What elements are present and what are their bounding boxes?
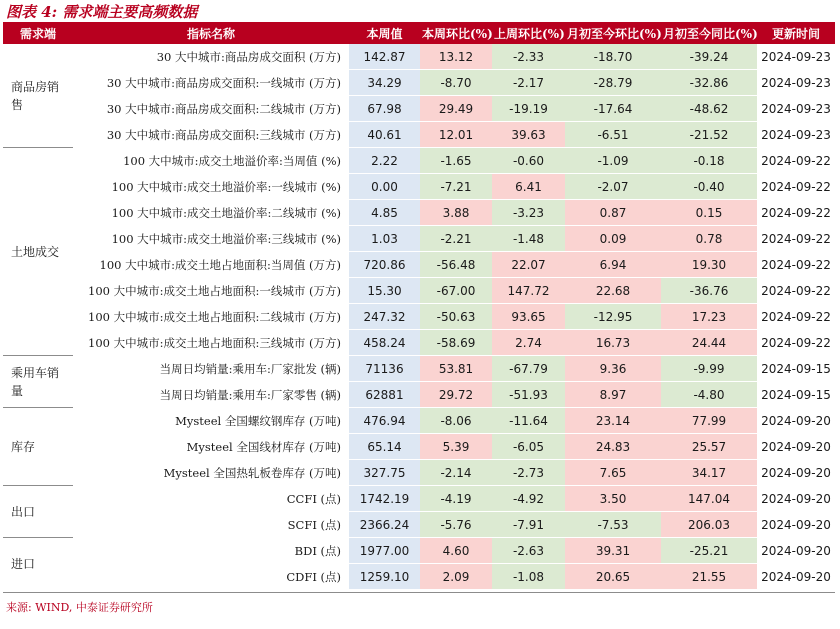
current-value-cell: 34.29 [349, 70, 420, 96]
table-row [3, 148, 835, 174]
wow-cell: 3.88 [420, 200, 492, 226]
indicator-name-cell: Mysteel 全国线材库存 (万吨) [73, 434, 349, 460]
mtd-mom-cell: -7.53 [565, 512, 661, 538]
update-date-cell: 2024-09-20 [757, 538, 835, 564]
current-value-cell: 0.00 [349, 174, 420, 200]
indicator-name-cell: 100 大中城市:成交土地占地面积:三线城市 (万方) [73, 330, 349, 356]
table-row [3, 408, 835, 434]
mtd-mom-cell: 0.09 [565, 226, 661, 252]
mtd-yoy-cell: 34.17 [661, 460, 757, 486]
header-value: 本周值 [349, 22, 420, 44]
wow-cell: 5.39 [420, 434, 492, 460]
current-value-cell: 1742.19 [349, 486, 420, 512]
indicator-name-cell: 30 大中城市:商品房成交面积:三线城市 (万方) [73, 122, 349, 148]
mtd-mom-cell: -6.51 [565, 122, 661, 148]
indicator-name-cell: 100 大中城市:成交土地占地面积:当周值 (万方) [73, 252, 349, 278]
mtd-yoy-cell: 0.15 [661, 200, 757, 226]
mtd-yoy-cell: 147.04 [661, 486, 757, 512]
update-date-cell: 2024-09-20 [757, 408, 835, 434]
wow-cell: 4.60 [420, 538, 492, 564]
mtd-mom-cell: -18.70 [565, 44, 661, 70]
update-date-cell: 2024-09-20 [757, 512, 835, 538]
table-row [3, 538, 835, 564]
prev-wow-cell: 93.65 [492, 304, 565, 330]
mtd-mom-cell: 39.31 [565, 538, 661, 564]
mtd-mom-cell: 9.36 [565, 356, 661, 382]
indicator-name-cell: 30 大中城市:商品房成交面积:一线城市 (万方) [73, 70, 349, 96]
update-date-cell: 2024-09-22 [757, 200, 835, 226]
indicator-name-cell: 100 大中城市:成交土地溢价率:一线城市 (%) [73, 174, 349, 200]
mtd-mom-cell: 0.87 [565, 200, 661, 226]
table-row [3, 356, 835, 382]
indicator-name-cell: 当周日均销量:乘用车:厂家批发 (辆) [73, 356, 349, 382]
prev-wow-cell: 22.07 [492, 252, 565, 278]
header-wow: 本周环比(%) [420, 22, 492, 44]
current-value-cell: 65.14 [349, 434, 420, 460]
current-value-cell: 2.22 [349, 148, 420, 174]
wow-cell: -50.63 [420, 304, 492, 330]
header-date: 更新时间 [757, 22, 835, 44]
mtd-mom-cell: 22.68 [565, 278, 661, 304]
wow-cell: -8.70 [420, 70, 492, 96]
mtd-yoy-cell: 0.78 [661, 226, 757, 252]
table-bottom-rule [3, 592, 835, 593]
current-value-cell: 1.03 [349, 226, 420, 252]
update-date-cell: 2024-09-22 [757, 278, 835, 304]
mtd-mom-cell: -2.07 [565, 174, 661, 200]
prev-wow-cell: 147.72 [492, 278, 565, 304]
wow-cell: -58.69 [420, 330, 492, 356]
indicator-name-cell: CCFI (点) [73, 486, 349, 512]
wow-cell: 29.72 [420, 382, 492, 408]
update-date-cell: 2024-09-15 [757, 356, 835, 382]
current-value-cell: 67.98 [349, 96, 420, 122]
current-value-cell: 2366.24 [349, 512, 420, 538]
mtd-mom-cell: -17.64 [565, 96, 661, 122]
indicator-name-cell: 100 大中城市:成交土地占地面积:二线城市 (万方) [73, 304, 349, 330]
mtd-yoy-cell: 17.23 [661, 304, 757, 330]
mtd-yoy-cell: -4.80 [661, 382, 757, 408]
update-date-cell: 2024-09-23 [757, 96, 835, 122]
prev-wow-cell: -1.48 [492, 226, 565, 252]
mtd-yoy-cell: -25.21 [661, 538, 757, 564]
table-row [3, 434, 835, 460]
current-value-cell: 142.87 [349, 44, 420, 70]
indicator-name-cell: CDFI (点) [73, 564, 349, 590]
mtd-yoy-cell: -32.86 [661, 70, 757, 96]
current-value-cell: 71136 [349, 356, 420, 382]
header-row [3, 22, 835, 44]
figure-title: 图表 4: 需求端主要高频数据 [6, 3, 198, 21]
prev-wow-cell: -0.60 [492, 148, 565, 174]
update-date-cell: 2024-09-22 [757, 252, 835, 278]
indicator-name-cell: 100 大中城市:成交土地溢价率:当周值 (%) [73, 148, 349, 174]
table-row [3, 226, 835, 252]
category-cell: 乘用车销量 [3, 356, 73, 408]
mtd-yoy-cell: 21.55 [661, 564, 757, 590]
wow-cell: 13.12 [420, 44, 492, 70]
wow-cell: -1.65 [420, 148, 492, 174]
current-value-cell: 458.24 [349, 330, 420, 356]
wow-cell: -7.21 [420, 174, 492, 200]
current-value-cell: 247.32 [349, 304, 420, 330]
wow-cell: 12.01 [420, 122, 492, 148]
indicator-name-cell: 当周日均销量:乘用车:厂家零售 (辆) [73, 382, 349, 408]
mtd-yoy-cell: 206.03 [661, 512, 757, 538]
mtd-yoy-cell: -0.40 [661, 174, 757, 200]
prev-wow-cell: -67.79 [492, 356, 565, 382]
prev-wow-cell: -19.19 [492, 96, 565, 122]
prev-wow-cell: -2.33 [492, 44, 565, 70]
indicator-name-cell: 100 大中城市:成交土地溢价率:三线城市 (%) [73, 226, 349, 252]
header-mtd-mom: 月初至今环比(%) [565, 22, 661, 44]
header-prev-wow: 上周环比(%) [492, 22, 565, 44]
mtd-mom-cell: 6.94 [565, 252, 661, 278]
wow-cell: -67.00 [420, 278, 492, 304]
category-cell: 土地成交 [3, 148, 73, 356]
prev-wow-cell: 2.74 [492, 330, 565, 356]
wow-cell: -2.14 [420, 460, 492, 486]
mtd-yoy-cell: 19.30 [661, 252, 757, 278]
update-date-cell: 2024-09-20 [757, 460, 835, 486]
wow-cell: -2.21 [420, 226, 492, 252]
table-row [3, 460, 835, 486]
mtd-mom-cell: -28.79 [565, 70, 661, 96]
mtd-mom-cell: 24.83 [565, 434, 661, 460]
mtd-mom-cell: -12.95 [565, 304, 661, 330]
indicator-name-cell: 100 大中城市:成交土地溢价率:二线城市 (%) [73, 200, 349, 226]
update-date-cell: 2024-09-22 [757, 174, 835, 200]
current-value-cell: 476.94 [349, 408, 420, 434]
mtd-mom-cell: 8.97 [565, 382, 661, 408]
wow-cell: -4.19 [420, 486, 492, 512]
indicator-name-cell: BDI (点) [73, 538, 349, 564]
mtd-yoy-cell: -21.52 [661, 122, 757, 148]
update-date-cell: 2024-09-20 [757, 486, 835, 512]
table-row [3, 252, 835, 278]
table-row [3, 512, 835, 538]
current-value-cell: 15.30 [349, 278, 420, 304]
current-value-cell: 327.75 [349, 460, 420, 486]
table-row [3, 44, 835, 70]
table-row [3, 174, 835, 200]
current-value-cell: 40.61 [349, 122, 420, 148]
prev-wow-cell: 6.41 [492, 174, 565, 200]
wow-cell: 53.81 [420, 356, 492, 382]
header-category: 需求端 [3, 22, 73, 44]
category-cell: 进口 [3, 538, 73, 590]
table-row [3, 564, 835, 590]
prev-wow-cell: -6.05 [492, 434, 565, 460]
wow-cell: -56.48 [420, 252, 492, 278]
mtd-yoy-cell: -36.76 [661, 278, 757, 304]
update-date-cell: 2024-09-22 [757, 226, 835, 252]
indicator-name-cell: 30 大中城市:商品房成交面积:二线城市 (万方) [73, 96, 349, 122]
header-mtd-yoy: 月初至今同比(%) [661, 22, 757, 44]
mtd-yoy-cell: 25.57 [661, 434, 757, 460]
prev-wow-cell: 39.63 [492, 122, 565, 148]
prev-wow-cell: -4.92 [492, 486, 565, 512]
table-row [3, 70, 835, 96]
prev-wow-cell: -3.23 [492, 200, 565, 226]
update-date-cell: 2024-09-23 [757, 44, 835, 70]
update-date-cell: 2024-09-22 [757, 330, 835, 356]
source-note: 来源: WIND, 中泰证券研究所 [6, 601, 153, 614]
table-row [3, 200, 835, 226]
table-header [3, 22, 835, 44]
header-indicator: 指标名称 [73, 22, 349, 44]
prev-wow-cell: -1.08 [492, 564, 565, 590]
wow-cell: -8.06 [420, 408, 492, 434]
indicator-name-cell: Mysteel 全国热轧板卷库存 (万吨) [73, 460, 349, 486]
table-row [3, 96, 835, 122]
prev-wow-cell: -2.73 [492, 460, 565, 486]
demand-data-table [3, 22, 835, 590]
table-body [3, 44, 835, 590]
wow-cell: -5.76 [420, 512, 492, 538]
wow-cell: 2.09 [420, 564, 492, 590]
update-date-cell: 2024-09-20 [757, 434, 835, 460]
mtd-yoy-cell: -0.18 [661, 148, 757, 174]
mtd-yoy-cell: 24.44 [661, 330, 757, 356]
prev-wow-cell: -7.91 [492, 512, 565, 538]
wow-cell: 29.49 [420, 96, 492, 122]
indicator-name-cell: 30 大中城市:商品房成交面积 (万方) [73, 44, 349, 70]
prev-wow-cell: -2.63 [492, 538, 565, 564]
table-row [3, 486, 835, 512]
current-value-cell: 4.85 [349, 200, 420, 226]
category-cell: 库存 [3, 408, 73, 486]
indicator-name-cell: 100 大中城市:成交土地占地面积:一线城市 (万方) [73, 278, 349, 304]
prev-wow-cell: -51.93 [492, 382, 565, 408]
update-date-cell: 2024-09-23 [757, 122, 835, 148]
mtd-yoy-cell: -48.62 [661, 96, 757, 122]
mtd-mom-cell: 20.65 [565, 564, 661, 590]
prev-wow-cell: -2.17 [492, 70, 565, 96]
current-value-cell: 720.86 [349, 252, 420, 278]
table-row [3, 330, 835, 356]
category-cell: 出口 [3, 486, 73, 538]
mtd-yoy-cell: -39.24 [661, 44, 757, 70]
mtd-mom-cell: 23.14 [565, 408, 661, 434]
update-date-cell: 2024-09-15 [757, 382, 835, 408]
table-row [3, 304, 835, 330]
mtd-mom-cell: -1.09 [565, 148, 661, 174]
prev-wow-cell: -11.64 [492, 408, 565, 434]
update-date-cell: 2024-09-22 [757, 304, 835, 330]
mtd-yoy-cell: -9.99 [661, 356, 757, 382]
indicator-name-cell: SCFI (点) [73, 512, 349, 538]
update-date-cell: 2024-09-23 [757, 70, 835, 96]
table-row [3, 382, 835, 408]
current-value-cell: 1977.00 [349, 538, 420, 564]
mtd-yoy-cell: 77.99 [661, 408, 757, 434]
table-row [3, 278, 835, 304]
mtd-mom-cell: 7.65 [565, 460, 661, 486]
indicator-name-cell: Mysteel 全国螺纹钢库存 (万吨) [73, 408, 349, 434]
table-row [3, 122, 835, 148]
update-date-cell: 2024-09-22 [757, 148, 835, 174]
mtd-mom-cell: 3.50 [565, 486, 661, 512]
update-date-cell: 2024-09-20 [757, 564, 835, 590]
category-cell: 商品房销售 [11, 79, 60, 112]
current-value-cell: 62881 [349, 382, 420, 408]
current-value-cell: 1259.10 [349, 564, 420, 590]
mtd-mom-cell: 16.73 [565, 330, 661, 356]
